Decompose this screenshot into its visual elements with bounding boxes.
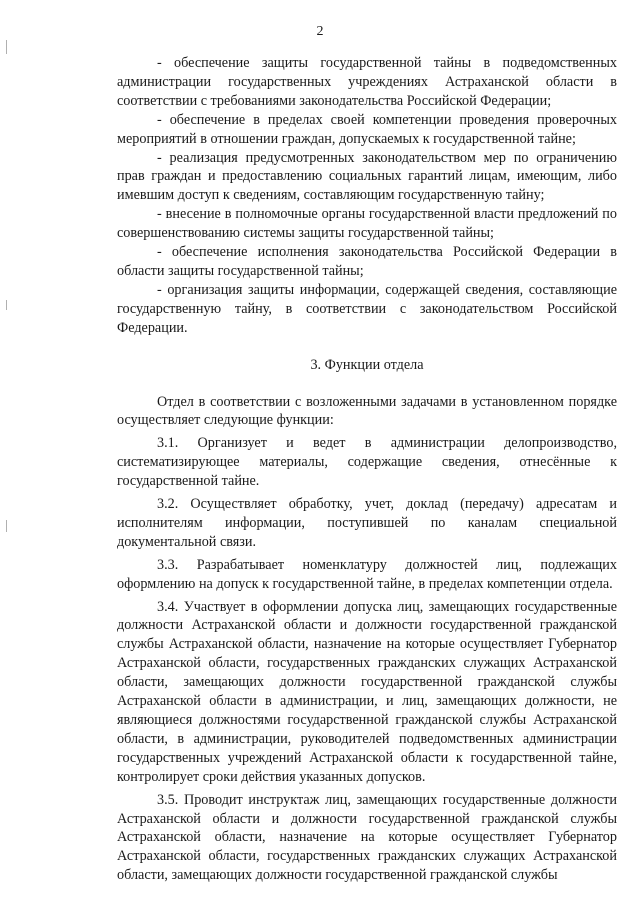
document-body xyxy=(117,54,617,885)
page-number: 2 xyxy=(316,24,324,39)
section-heading: 3. Функции отдела xyxy=(310,356,424,373)
list-item: - обеспечение защиты государственной тайны в подведомственных администрации государственных учреждениях Астраханской области в соответствии с требованиями законодательства Российской Федерации; xyxy=(117,55,617,109)
function-paragraph: 3.2. Осуществляет обработку, учет, доклад (передачу) адресатам и исполнителям информации, поступившей по каналам специальной документальной связи. xyxy=(117,496,617,550)
section-intro: Отдел в соответствии с возложенными задачами в установленном порядке осуществляет следующие функции: xyxy=(117,393,617,429)
scan-edge-mark xyxy=(6,520,7,532)
list-item: - внесение в полномочные органы государственной власти предложений по совершенствованию системы защиты государственной тайны; xyxy=(117,206,617,242)
list-item: - реализация предусмотренных законодательством мер по ограничению прав граждан и предоставлению социальных гарантий лицам, имеющим, либо имевшим доступ к сведениям, составляющим государственную тайну; xyxy=(117,149,617,204)
function-paragraph: 3.4. Участвует в оформлении допуска лиц, замещающих государственные должности Астраханской области и должности государственной гражданской службы Астраханской области, назначение на которые осуществляет Губернатор Астраханской области, государственных гражданских служащих Астраханской области, замещающих должности государственной гражданской службы Астраханской области в администрации, и лиц, замещающих должности, не являющиеся должностями государственной гражданской службы Астраханской области, в администрации, руководителей подведомственных администрации государственных учреждений Астраханской области к государственной тайне, контролирует сроки действия указанных допусков. xyxy=(117,598,617,785)
function-paragraph: 3.5. Проводит инструктаж лиц, замещающих государственные должности Астраханской области и должности государственной гражданской службы Астраханской области, назначение на которые осуществляет Губернатор Астраханской области, государственных гражданских служащих Астраханской области, замещающих должности государственной гражданской службы xyxy=(117,791,617,884)
list-item: - обеспечение в пределах своей компетенции проведения проверочных мероприятий в отношении граждан, допускаемых к государственной тайне; xyxy=(117,111,617,147)
function-paragraph: 3.3. Разрабатывает номенклатуру должностей лиц, подлежащих оформлению на допуск к государственной тайне, в пределах компетенции отдела. xyxy=(117,556,617,592)
function-paragraph: 3.1. Организует и ведет в администрации делопроизводство, систематизирующее материалы, содержащие сведения, отнесённые к государственной тайне. xyxy=(117,435,617,490)
function-list xyxy=(117,434,617,885)
scan-edge-mark xyxy=(6,300,7,310)
task-list xyxy=(117,54,617,338)
scan-edge-mark xyxy=(6,40,7,54)
list-item: - организация защиты информации, содержащей сведения, составляющие государственную тайну, в соответствии с законодательством Российской Федерации. xyxy=(117,281,617,336)
list-item: - обеспечение исполнения законодательства Российской Федерации в области защиты государственной тайны; xyxy=(117,244,617,279)
